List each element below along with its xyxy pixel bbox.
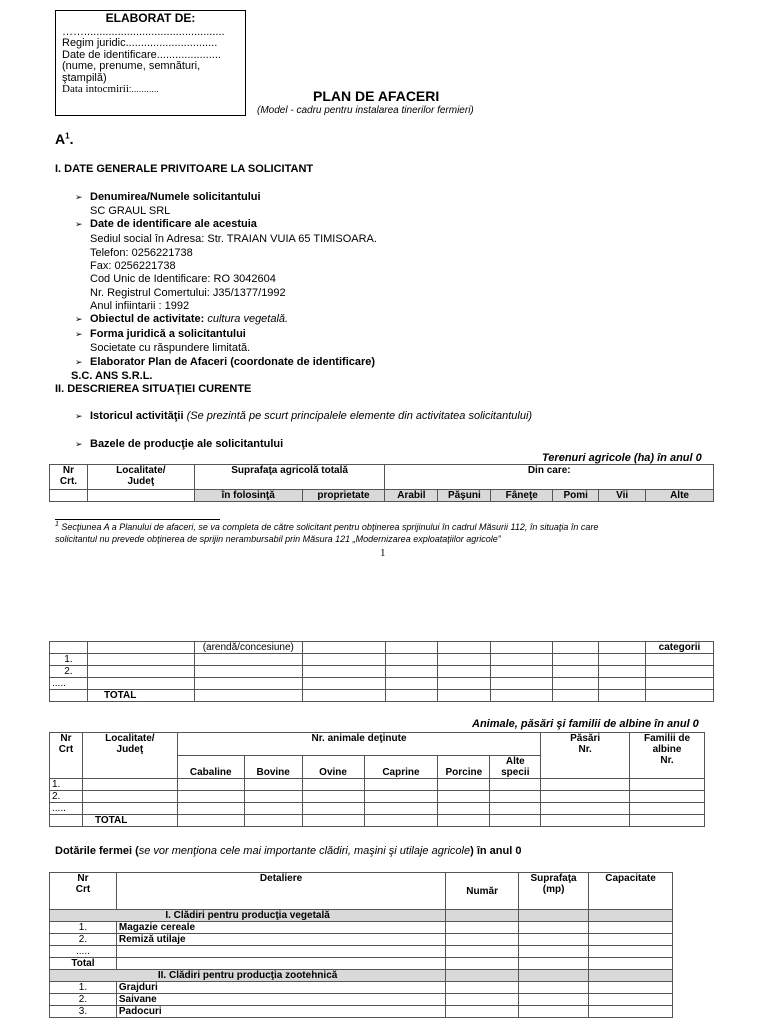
table-row (50, 678, 714, 690)
th-familii-text3: Nr. (660, 755, 674, 766)
telefon-line: Telefon: 0256221738 (90, 247, 193, 259)
forma-label: Forma juridică a solicitantului (90, 328, 246, 340)
istoric-label: Istoricul activităţii (90, 410, 184, 422)
cell-empty (491, 642, 553, 654)
elaborat-stampila: ştampilă) (62, 71, 107, 84)
elaborat-regim: Regim juridic.............................. (62, 37, 218, 49)
row-number: 3. (50, 1006, 117, 1018)
row-number: 1. (50, 654, 88, 666)
th-folosinta: în folosinţă (194, 490, 302, 502)
row-detail (116, 946, 445, 958)
table-row (50, 803, 705, 815)
row-number: 2. (50, 666, 88, 678)
th-proprietate: proprietate (302, 490, 385, 502)
th-capacitate: Capacitate (589, 873, 673, 910)
th-nr-text: Nr (62, 465, 75, 476)
cell-empty (599, 642, 646, 654)
dotari-note: se vor menţiona cele mai importante clădiri, maşini şi utilaje agricole (138, 845, 471, 857)
table-row (50, 791, 705, 803)
elaborator-label: Elaborator Plan de Afaceri (coordonate de identificare) (90, 356, 376, 368)
bullet-arrow-icon: ➢ (75, 314, 83, 324)
table-row-total (50, 958, 673, 970)
elaborat-date-id: Date de identificare..................... (62, 48, 221, 61)
reg-com-line: Nr. Registrul Comertului: J35/1377/1992 (90, 287, 286, 299)
date-id-label: Date de identificare ale acestuia (90, 218, 257, 230)
bullet-arrow-icon: ➢ (75, 411, 83, 421)
elaborat-data (62, 84, 239, 96)
th-nr (50, 465, 88, 490)
row-number: ..... (50, 678, 88, 690)
istoric-note: (Se prezintă pe scurt principalele elemente din activitatea solicitantului) (186, 410, 533, 422)
th-suprafata (519, 873, 589, 910)
cell-empty (438, 642, 491, 654)
row-number: ..... (50, 803, 83, 815)
table-row (50, 946, 673, 958)
th-vii: Vii (599, 490, 646, 502)
bullet-arrow-icon: ➢ (75, 357, 83, 367)
elaborat-box (55, 10, 246, 116)
th-nr (50, 733, 83, 779)
dotari-table (49, 872, 673, 1018)
table-row (50, 654, 714, 666)
th-ovine: Ovine (302, 756, 364, 779)
cell-empty (302, 642, 385, 654)
elaborator-value: S.C. ANS S.R.L. (71, 370, 153, 382)
table-row (50, 982, 673, 994)
bullet-arrow-icon: ➢ (75, 439, 83, 449)
footnote-line1 (55, 521, 598, 532)
th-alte-text1: Alte (505, 756, 525, 767)
table-row (50, 779, 705, 791)
table-row-total (50, 690, 714, 702)
table-row (50, 922, 673, 934)
section-zootehnica: II. Clădiri pentru producţia zootehnică (50, 970, 446, 982)
th-pasuni: Păşuni (438, 490, 491, 502)
dotari-label-end: ) în anul 0 (470, 845, 522, 857)
fax-line: Fax: 0256221738 (90, 260, 176, 272)
obiect-line (90, 313, 288, 325)
th-suprafata-text1: Suprafaţa (530, 873, 577, 884)
bullet-arrow-icon: ➢ (75, 329, 83, 339)
section-a-dot: . (69, 131, 74, 147)
table-row (50, 994, 673, 1006)
animale-caption: Animale, păsări şi familii de albine în anul 0 (472, 718, 699, 730)
animale-table (49, 732, 705, 827)
th-arenda: (arendă/concesiune) (194, 642, 302, 654)
total-label: TOTAL (82, 815, 177, 827)
dotari-heading (55, 845, 521, 857)
row-number: ..... (50, 946, 117, 958)
section-a-sup: 1 (65, 131, 70, 141)
row-number: 2. (50, 934, 117, 946)
th-porcine: Porcine (438, 756, 490, 779)
bullet-arrow-icon: ➢ (75, 219, 83, 229)
th-din-care: Din care: (385, 465, 714, 490)
total-label: TOTAL (87, 690, 194, 702)
row-detail: Padocuri (116, 1006, 445, 1018)
th-nr-text: Nr (60, 733, 72, 744)
cell-empty (553, 642, 599, 654)
th-judet-text: Judeţ (127, 476, 155, 487)
footnote-text1: Secţiunea A a Planului de afaceri, se va completa de către solicitant pentru obţinerea sprijinului în cadrul Măsurii 112, în situaţia în care (61, 522, 599, 532)
section-vegetala: I. Clădiri pentru producţia vegetală (50, 910, 446, 922)
page-number: 1 (380, 547, 386, 559)
th-familii-text1: Familii de (643, 733, 691, 744)
cell-empty (50, 642, 88, 654)
th-caprine: Caprine (364, 756, 438, 779)
row-number: 1. (50, 779, 83, 791)
denumire-label: Denumirea/Numele solicitantului (90, 191, 261, 203)
elaborat-nume: (nume, prenume, semnături, (62, 60, 201, 72)
page-title: PLAN DE AFACERI (313, 88, 440, 104)
footnote-divider (55, 519, 220, 520)
forma-value: Societate cu răspundere limitată. (90, 342, 251, 354)
row-number: 1. (50, 982, 117, 994)
total-label: Total (50, 958, 117, 970)
denumire-value: SC GRAUL SRL (90, 205, 171, 217)
th-localitate (87, 465, 194, 490)
elaborat-data-label: Data intocmirii (62, 83, 129, 95)
bullet-arrow-icon: ➢ (75, 192, 83, 202)
th-familii-text2: albine (652, 744, 682, 755)
th-fanete: Fâneţe (491, 490, 553, 502)
th-nr-text: Nr (77, 873, 89, 884)
th-numar: Număr (446, 873, 519, 910)
table-row-total (50, 815, 705, 827)
dotari-label-start: Dotările fermei ( (55, 845, 139, 857)
th-pasari-text: Păsări (570, 733, 601, 744)
footnote-line2: solicitantul nu prevede obţinerea de sprijin nerambursabil prin Măsura 121 „Modernizarea exploataţiilor agricole” (55, 534, 501, 544)
bazele-label: Bazele de producţie ale solicitantului (90, 438, 284, 450)
cell-empty (87, 642, 194, 654)
th-alte-text2: specii (501, 767, 530, 778)
elaborat-title: ELABORAT DE: (105, 11, 196, 25)
section-a-letter: A (55, 131, 66, 147)
th-localitate-text: Localitate/ (105, 733, 155, 744)
th-pasari-nr: Nr. (578, 744, 592, 755)
th-pasari (541, 733, 630, 779)
obiect-label: Obiectul de activitate: (90, 313, 205, 325)
th-localitate-text: Localitate/ (116, 465, 166, 476)
th-nr (50, 873, 117, 910)
th-crt-text: Crt (58, 744, 74, 755)
an-infiintare-line: Anul infiintarii : 1992 (90, 300, 190, 312)
row-detail: Grajduri (116, 982, 445, 994)
th-crt-text: Crt (75, 884, 91, 895)
sediu-line: Sediul social în Adresa: Str. TRAIAN VUIA 65 TIMISOARA. (90, 233, 377, 245)
section2-heading: II. DESCRIEREA SITUAŢIEI CURENTE (55, 383, 252, 395)
row-number: 1. (50, 922, 117, 934)
terenuri-table-top (49, 464, 714, 502)
row-number: 2. (50, 994, 117, 1006)
th-judet-text: Judeţ (116, 744, 144, 755)
table-row (50, 1006, 673, 1018)
th-arabil: Arabil (385, 490, 438, 502)
terenuri-caption: Terenuri agricole (ha) în anul 0 (542, 452, 702, 464)
th-suprafata: Suprafaţa agricolă totală (194, 465, 385, 490)
row-detail: Magazie cereale (116, 922, 445, 934)
row-number: 2. (50, 791, 83, 803)
th-animale: Nr. animale deţinute (177, 733, 540, 756)
footnote-sup: 1 (55, 521, 59, 528)
th-bovine: Bovine (244, 756, 302, 779)
th-pomi: Pomi (553, 490, 599, 502)
th-alte-specii (490, 756, 541, 779)
cui-line: Cod Unic de Identificare: RO 3042604 (90, 273, 276, 285)
section-a-label (55, 131, 73, 147)
th-categorii: categorii (645, 642, 713, 654)
obiect-value: cultura vegetală. (207, 313, 289, 325)
row-detail: Saivane (116, 994, 445, 1006)
th-alte: Alte (646, 490, 714, 502)
cell-empty (385, 642, 438, 654)
th-crt-text: Crt. (59, 476, 78, 487)
terenuri-table-bottom (49, 641, 714, 702)
table-row (50, 934, 673, 946)
th-suprafata-text2: (mp) (542, 884, 565, 895)
cell-empty (87, 490, 194, 502)
section1-heading: I. DATE GENERALE PRIVITOARE LA SOLICITANT (55, 163, 314, 175)
elaborat-dots: …….............................................. (62, 25, 225, 38)
row-detail: Remiză utilaje (116, 934, 445, 946)
th-localitate (82, 733, 177, 779)
table-row (50, 666, 714, 678)
th-familii (630, 733, 705, 779)
th-cabaline: Cabaline (177, 756, 244, 779)
th-detaliere: Detaliere (116, 873, 445, 910)
page-subtitle: (Model - cadru pentru instalarea tinerilor fermieri) (257, 105, 474, 116)
istoric-line (90, 410, 532, 422)
cell-empty (50, 490, 88, 502)
elaborat-data-dots: :........... (128, 84, 159, 94)
